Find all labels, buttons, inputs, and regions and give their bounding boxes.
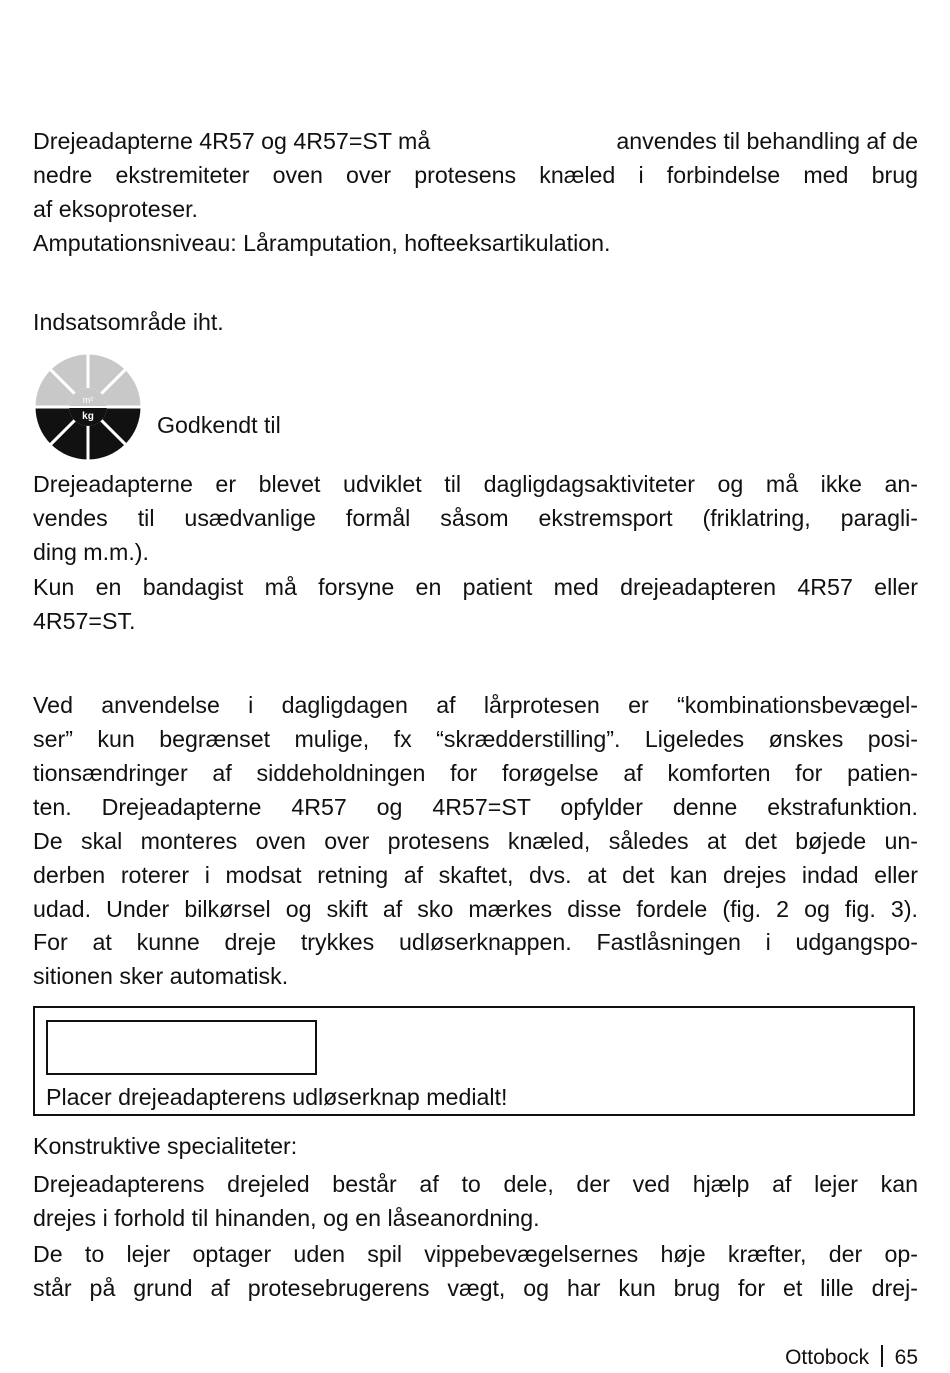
qualified-personnel-paragraph [33, 570, 918, 638]
mobility-weight-activity-icon [33, 352, 143, 462]
function-line-1: Ved anvendelse i dagligdagen af lårprotesen er “kombinationsbevægel- [33, 692, 918, 718]
function-paragraph [33, 688, 918, 926]
release-paragraph [33, 925, 918, 993]
qualified-line-2: 4R57=ST. [33, 608, 136, 634]
construction-paragraph-1 [33, 1167, 918, 1235]
function-line-4: ten. Drejeadapterne 4R57 og 4R57=ST opfylder denne ekstrafunktion. [33, 794, 918, 820]
notice-box [33, 1006, 915, 1116]
icon-unit-top: m² [82, 395, 94, 405]
construction-heading: Konstruktive specialiteter: [33, 1133, 298, 1159]
usage-line-3: ding m.m.). [33, 539, 149, 565]
construction-line-1: Drejeadapterens drejeled består af to dele, der ved hjælp af lejer kan [33, 1171, 918, 1197]
construction-line-3: De to lejer optager uden spil vippebevægelsernes høje kræfter, der op- [33, 1241, 918, 1267]
function-line-5: De skal monteres oven over protesens knæled, således at det bøjede un- [33, 828, 918, 854]
intended-use-line-3: af eksoproteser. [33, 196, 198, 222]
scope-heading: Indsatsområde iht. [33, 309, 224, 335]
intended-use-line-1: Drejeadapterne 4R57 og 4R57=ST må anvendes til behandling af de [33, 128, 918, 154]
notice-text: Placer drejeadapterens udløserknap medialt! [46, 1084, 508, 1110]
function-line-2: ser” kun begrænset mulige, fx “skrædderstilling”. Ligeledes ønskes posi- [33, 726, 918, 752]
brand-name: Ottobock [785, 1346, 870, 1369]
function-line-3: tionsændringer af siddeholdningen for forøgelse af komforten for patien- [33, 760, 918, 786]
notice-label-box [46, 1020, 317, 1075]
qualified-line-1: Kun en bandagist må forsyne en patient med drejeadapteren 4R57 eller [33, 574, 918, 600]
usage-line-1: Drejeadapterne er blevet udviklet til dagligdagsaktiviteter og må ikke an- [33, 471, 918, 497]
intended-use-paragraph [33, 124, 918, 226]
usage-paragraph [33, 467, 918, 569]
intended-use-line-2: nedre ekstremiteter oven over protesens knæled i forbindelse med brug [33, 162, 918, 188]
release-line-1: For at kunne dreje trykkes udløserknappen. Fastlåsningen i udgangspo- [33, 929, 918, 955]
icon-unit-bottom: kg [82, 411, 94, 422]
page-number: 65 [894, 1346, 918, 1369]
usage-line-2: vendes til usædvanlige formål såsom ekstremsport (friklatring, paragli- [33, 505, 918, 531]
construction-line-4: står på grund af protesebrugerens vægt, og har kun brug for et lille drej- [33, 1275, 918, 1301]
construction-paragraph-2 [33, 1237, 918, 1305]
construction-line-2: drejes i forhold til hinanden, og en låseanordning. [33, 1205, 540, 1231]
release-line-2: sitionen sker automatisk. [33, 963, 289, 989]
page-footer [785, 1343, 918, 1373]
function-line-6: derben roterer i modsat retning af skaftet, dvs. at det kan drejes indad eller [33, 862, 918, 888]
function-line-7: udad. Under bilkørsel og skift af sko mærkes disse fordele (fig. 2 og fig. 3). [33, 896, 918, 922]
footer-separator [881, 1345, 883, 1367]
amputation-level: Amputationsniveau: Låramputation, hofteeksartikulation. [33, 230, 611, 256]
approval-caption: Godkendt til [157, 412, 281, 438]
